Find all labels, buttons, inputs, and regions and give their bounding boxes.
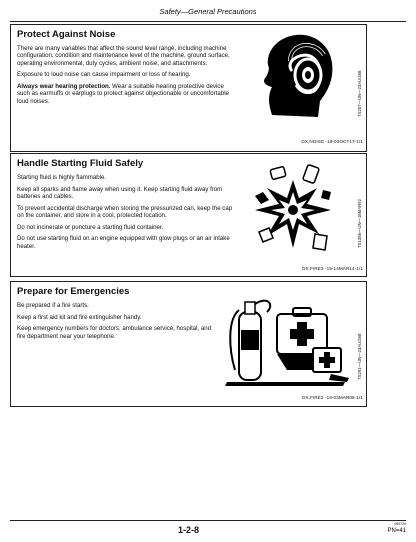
paragraph	[17, 83, 237, 105]
paragraph: There are many variables that affect the sound level range, including machine configuration, condition and maintenance level of the machine, ground surface, operating environmental, duty cycles, ambient noise, and attachments.	[17, 45, 230, 67]
reference-code: DX,FIRE3 -19-14MAR14-1/1	[302, 266, 363, 271]
section-handle-starting-fluid	[10, 153, 367, 277]
paragraph: Keep a first aid kit and fire extinguisher handy.	[17, 313, 142, 321]
section-body	[17, 302, 212, 344]
ear-protection-icon	[254, 31, 346, 123]
first-aid-extinguisher-icon	[221, 290, 351, 388]
footer-rule	[10, 520, 406, 521]
header-title: Safety—General Precautions	[159, 7, 257, 16]
page-number: 1-2-8	[178, 525, 200, 535]
section-body	[17, 174, 237, 254]
paragraph: Keep emergency numbers for doctors, ambulance service, hospital, and fire department near your telephone.	[17, 325, 212, 340]
paragraph: Exposure to loud noise can cause impairment or loss of hearing.	[17, 71, 191, 79]
paragraph: Do not incinerate or puncture a starting fluid container.	[17, 223, 164, 231]
paragraph: Starting fluid is highly flammable.	[17, 174, 107, 181]
section-title: Protect Against Noise	[17, 29, 116, 40]
starting-fluid-icon	[245, 162, 341, 264]
image-code: TS1356—UN—18MAR92	[357, 199, 362, 248]
reference-code: DX,NOISE -19-03OCT17-1/1	[301, 139, 363, 144]
image-code: TS207—UN—23AUG88	[357, 70, 362, 117]
paragraph-rest: Wear a suitable hearing protective device such as earmuffs or earplugs to protect against objectionable or uncomfortable loud noises.	[17, 83, 229, 105]
section-protect-against-noise	[10, 24, 367, 152]
page-header	[10, 5, 406, 22]
reference-code: DX,FIRE2 -19-03MAR08-1/1	[302, 395, 363, 400]
section-body	[17, 45, 237, 109]
section-title: Handle Starting Fluid Safely	[17, 158, 144, 169]
image-code: TS291—UN—23AUG88	[357, 333, 362, 380]
section-title: Prepare for Emergencies	[17, 286, 130, 297]
bold-lead: Always wear hearing protection.	[17, 83, 111, 90]
paragraph: Keep all sparks and flame away when using it. Keep starting fluid away from batteries and cables.	[17, 185, 223, 200]
date-code: 090720	[394, 522, 406, 526]
paragraph: Do not use starting fluid on an engine equipped with glow plugs or an air intake heater.	[17, 235, 230, 250]
pn-label: PN=41	[387, 528, 406, 534]
paragraph: To prevent accidental discharge when storing the pressurized can, keep the cap on the container, and store in a cool, protected location.	[17, 204, 233, 219]
section-prepare-for-emergencies	[10, 281, 367, 407]
paragraph: Be prepared if a fire starts.	[17, 302, 89, 309]
